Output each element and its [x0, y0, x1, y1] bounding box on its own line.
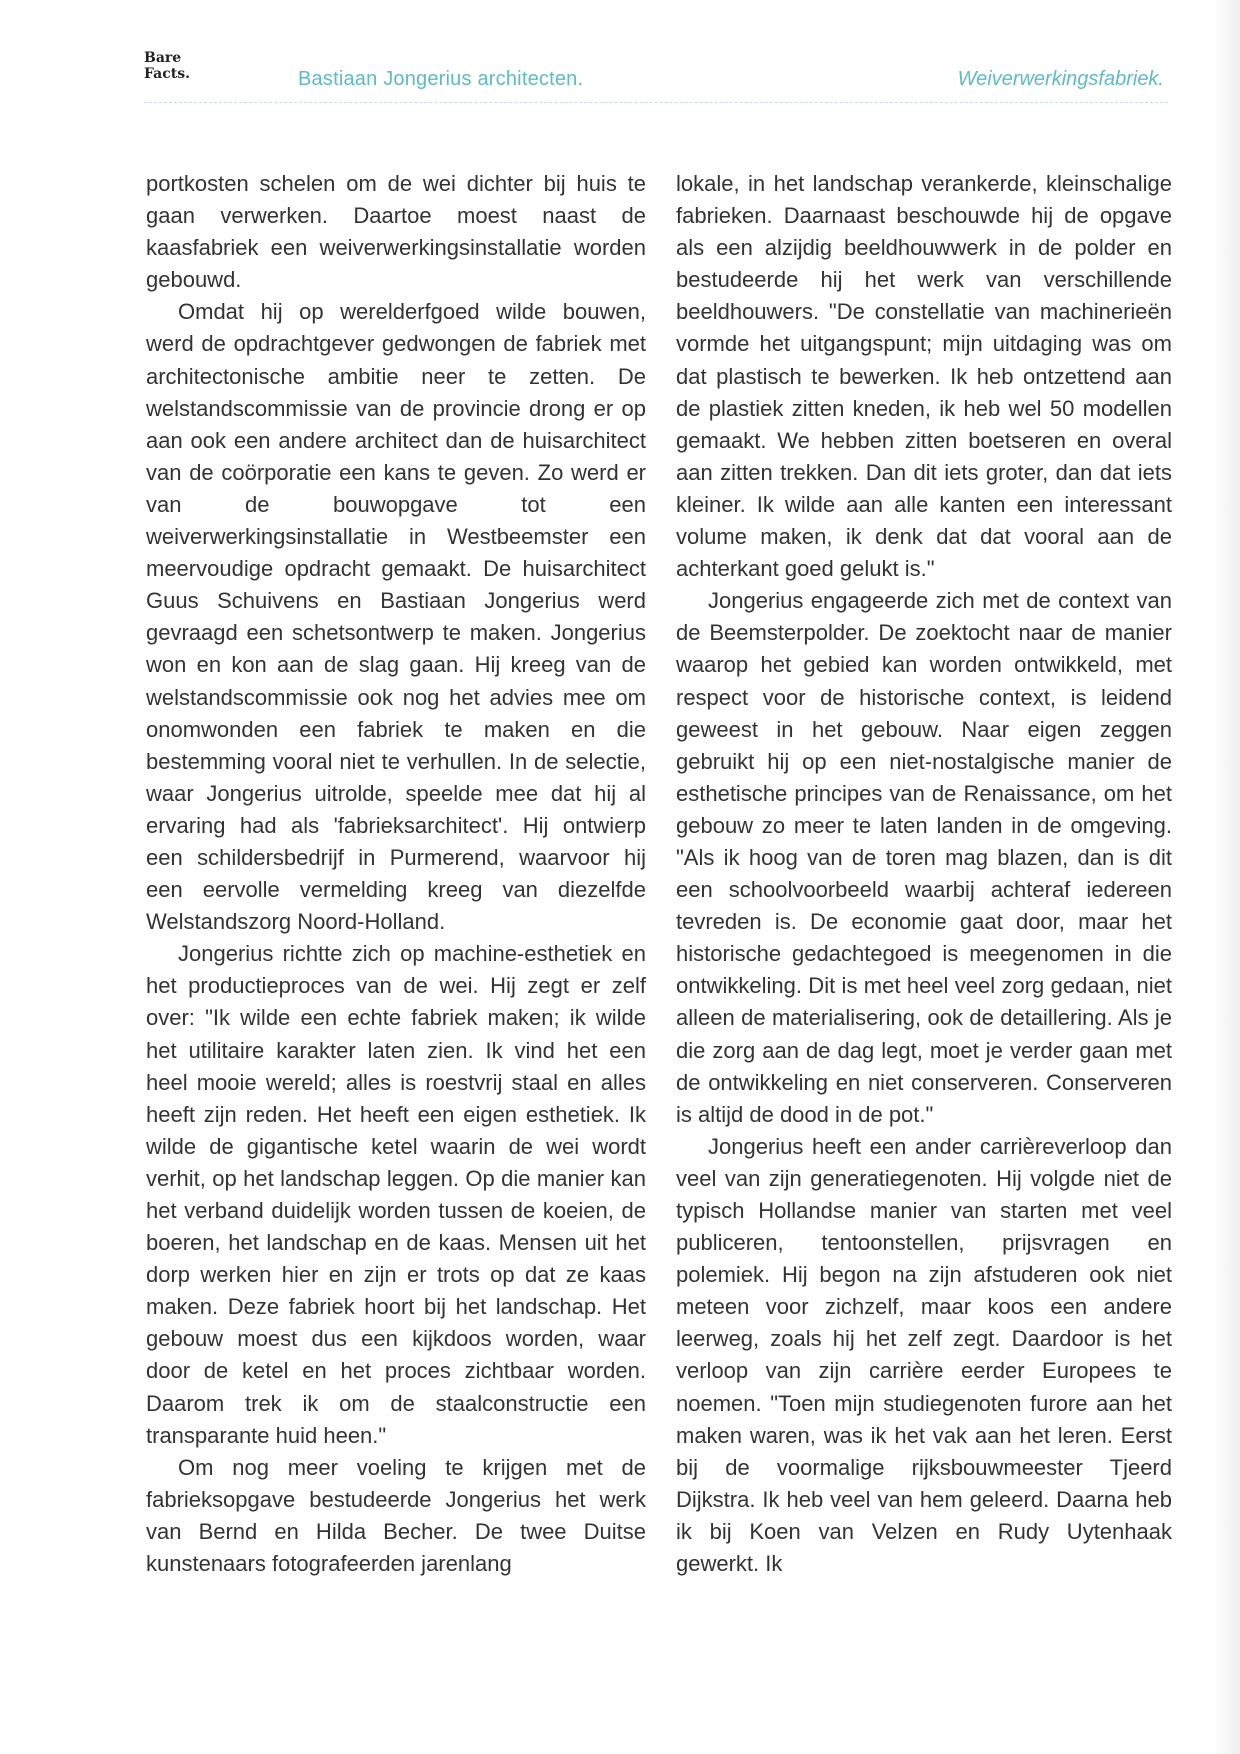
running-head-project: Weiverwerkingsfabriek. [957, 68, 1164, 90]
brand-line-2: Facts. [144, 66, 190, 82]
page-header [0, 0, 1240, 110]
paragraph: Jongerius richtte zich op machine-esthetiek en het productieproces van de wei. Hij zegt er zelf over: "Ik wilde een echte fabriek maken; ik wilde het utilitaire karakter laten zien. Ik vind het een heel mooie wereld; alles is roestvrij staal en alles heeft zijn reden. Het heeft een eigen esthetiek. Ik wilde de gigantische ketel waarin de wei wordt verhit, op het landschap leggen. Op die manier kan het verband duidelijk worden tussen de koeien, de boeren, het landschap en de kaas. Mensen uit het dorp werken hier en zijn er trots op dat ze kaas maken. Deze fabriek hoort bij het landschap. Het gebouw moest dus een kijkdoos worden, waar door de ketel en het proces zichtbaar worden. Daarom trek ik om de staalconstructie een transparante huid heen." [146, 941, 646, 1448]
paragraph: Om nog meer voeling te krijgen met de fabrieksopgave bestudeerde Jongerius het werk van Bernd en Hilda Becher. De twee Duitse kunstenaars fotografeerden jarenlang [146, 1454, 646, 1577]
paragraph: Jongerius engageerde zich met de context van de Beemsterpolder. De zoektocht naar de manier waarop het gebied kan worden ontwikkeld, met respect voor de historische context, is leidend geweest in het gebouw. Naar eigen zeggen gebruikt hij op een niet-nostalgische manier de esthetische principes van de Renaissance, om het gebouw zo meer te laten landen in de omgeving. "Als ik hoog van de toren mag blazen, dan is dit een schoolvoorbeeld waarbij achteraf iedereen tevreden is. De economie gaat door, maar het historische gedachtegoed is meegenomen in die ontwikkeling. Dit is met heel veel zorg gedaan, niet alleen de materialisering, ook de detaillering. Als je die zorg aan de dag legt, moet je verder gaan met de ontwikkeling en niet conserveren. Conserveren is altijd de dood in de pot." [676, 588, 1172, 1127]
page-edge-shadow [1212, 0, 1240, 1754]
paragraph: lokale, in het landschap verankerde, kleinschalige fabrieken. Daarnaast beschouwde hij de opgave als een alzijdig beeldhouwwerk in de polder en bestudeerde hij het werk van verschillende beeldhouwers. "De constellatie van machinerieën vormde het uitgangspunt; mijn uitdaging was om dat plastisch te bewerken. Ik heb ontzettend aan de plastiek zitten kneden, ik heb wel 50 modellen gemaakt. We hebben zitten boetseren en overal aan zitten trekken. Dan dit iets groter, dan dat iets kleiner. Ik wilde aan alle kanten een interessant volume maken, ik denk dat dat vooral aan de achterkant goed gelukt is." [676, 171, 1172, 582]
left-text-column [146, 168, 646, 1580]
header-divider [144, 102, 1168, 103]
paragraph: portkosten schelen om de wei dichter bij huis te gaan verwerken. Daartoe moest naast de kaasfabriek een weiverwerkingsinstallatie worden gebouwd. [146, 171, 646, 293]
paragraph: Jongerius heeft een ander carrièreverloop dan veel van zijn generatiegenoten. Hij volgde niet de typisch Hollandse manier van starten met veel publiceren, tentoonstellen, prijsvragen en polemiek. Hij begon na zijn afstuderen ook niet meteen voor zichzelf, maar koos een andere leerweg, zoals hij het zelf zegt. Daardoor is het verloop van zijn carrière eerder Europees te noemen. "Toen mijn studiegenoten furore aan het maken waren, was ik het vak aan het leren. Eerst bij de voormalige rijksbouwmeester Tjeerd Dijkstra. Ik heb veel van hem geleerd. Daarna heb ik bij Koen van Velzen en Rudy Uytenhaak gewerkt. Ik [676, 1133, 1172, 1577]
running-head-architect: Bastiaan Jongerius architecten. [298, 68, 584, 90]
publication-logo [144, 50, 190, 82]
brand-line-1: Bare [144, 50, 182, 66]
paragraph: Omdat hij op werelderfgoed wilde bouwen, werd de opdrachtgever gedwongen de fabriek met architectonische ambitie neer te zetten. De welstandscommissie van de provincie drong er op aan ook een andere architect dan de huisarchitect van de coörporatie een kans te geven. Zo werd er van de bouwopgave tot een weiverwerkingsinstallatie in Westbeemster een meervoudige opdracht gemaakt. De huisarchitect Guus Schuivens en Bastiaan Jongerius werd gevraagd een schetsontwerp te maken. Jongerius won en kon aan de slag gaan. Hij kreeg van de welstandscommissie ook nog het advies mee om onomwonden een fabriek te maken en die bestemming vooral niet te verhullen. In de selectie, waar Jongerius uitrolde, speelde mee dat hij al ervaring had als 'fabrieksarchitect'. Hij ontwierp een schildersbedrijf in Purmerend, waarvoor hij een eervolle vermelding kreeg van diezelfde Welstandszorg Noord-Holland. [146, 299, 646, 935]
right-text-column [676, 168, 1172, 1580]
